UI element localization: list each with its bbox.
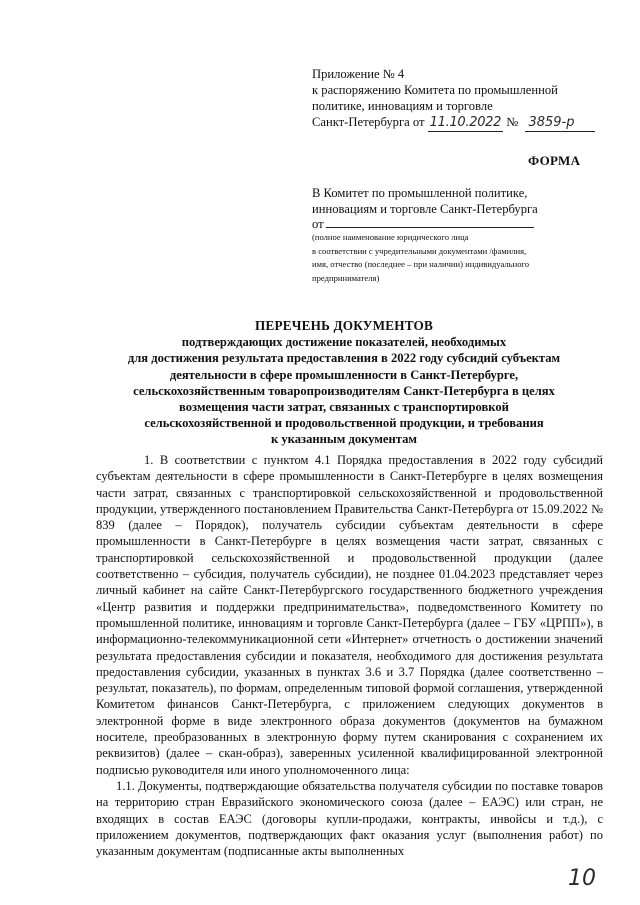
title-line-4: сельскохозяйственным товаропроизводителям Санкт-Петербурга в целях: [133, 383, 555, 398]
appendix-city-prefix: Санкт-Петербурга от: [312, 115, 425, 129]
from-blank-line: [326, 217, 534, 228]
footnote-line-2: в соответствии с учредительными документами /фамилия,: [312, 245, 527, 256]
handwritten-page-number: 10: [568, 866, 596, 891]
title-line-3: деятельности в сфере промышленности в Санкт-Петербурге,: [169, 367, 519, 382]
handwritten-date: 11.10.2022: [429, 115, 502, 130]
appendix-line-4: [312, 114, 595, 132]
document-title: [80, 318, 608, 448]
addressee-line-2: инновациям и торговле Санкт-Петербурга: [312, 201, 538, 216]
addressee-line-1: В Комитет по промышленной политике,: [312, 186, 528, 200]
from-label: от: [312, 217, 324, 231]
number-label: №: [506, 115, 519, 129]
addressee-block: [312, 186, 538, 233]
handwritten-number: 3859-р: [525, 115, 595, 132]
title-line-6: сельскохозяйственной и продовольственной продукции, и требования: [144, 416, 544, 431]
paragraph-1: 1. В соответствии с пунктом 4.1 Порядка предоставления в 2022 году субсидий субъектам деятельности в сфере промышленности в Санкт-Петербурге в целях возмещения части затрат, связанных с транспортировкой сельскохозяйственной и продовольственной продукции, утвержденного постановлением Правительства Санкт-Петербурга от 15.09.2022 № 839 (далее – Порядок), получатель субсидии субъектам деятельности в сфере промышленности в Санкт-Петербурге в целях возмещения части затрат, связанных с транспортировкой сельскохозяйственной и продовольственной продукции (далее соответственно – субсидия, получатель субсидии), не позднее 01.04.2023 представляет через личный кабинет на сайте Санкт-Петербургского государственного бюджетного учреждения «Центр развития и поддержки предпринимательства», подведомственного Комитету по промышленной политике, инновациям и торговле Санкт-Петербурга (далее – ГБУ «ЦРПП»), в информационно-телекоммуникационной сети «Интернет» отчетность о достижении значений результата предоставления субсидии и показателя, необходимого для достижения результата предоставления субсидии, указанных в пунктах 3.6 и 3.7 Порядка (далее соответственно – результат, показатель), по формам, определенным типовой формой соглашения, утвержденной Комитетом финансов Санкт-Петербурга, с приложением следующих документов в электронной форме в виде электронного образа документов (документов на бумажном носителе, преобразованных в электронную форму путем сканирования с сохранением их реквизитов) (далее – скан-образ), заверенных усиленной квалифицированной электронной подписью руководителя или иного уполномоченного лица:: [96, 453, 603, 777]
paragraph-1-1: 1.1. Документы, подтверждающие обязательства получателя субсидии по поставке товаров на территорию стран Евразийского экономического союза (далее – ЕАЭС) или стран, не входящих в состав ЕАЭС (договоры купли-продажи, контракты, инвойсы и т.д.), с приложением документов, подтверждающих факт оказания услуг (выполнения работ) по указанным документам (подписанные акты выполненных: [96, 778, 603, 859]
document-body: [96, 452, 603, 859]
title-line-7: к указанным документам: [270, 432, 417, 447]
appendix-header: [312, 66, 595, 132]
title-line-5: возмещения части затрат, связанных с транспортировкой: [179, 400, 509, 415]
form-label: ФОРМА: [528, 153, 581, 168]
footnote-line-3: имя, отчество (последнее – при наличии) индивидуального: [312, 259, 530, 270]
title-line-1: подтверждающих достижение показателей, необходимых: [181, 335, 507, 350]
title-main: ПЕРЕЧЕНЬ ДОКУМЕНТОВ: [255, 318, 433, 333]
footnote-line-1: (полное наименование юридического лица: [312, 232, 469, 242]
appendix-line-2: к распоряжению Комитета по промышленной: [312, 83, 558, 97]
footnote-line-4: предпринимателя): [312, 272, 380, 283]
title-line-2: для достижения результата предоставления в 2022 году субсидий субъектам: [127, 351, 561, 366]
appendix-line-1: Приложение № 4: [312, 67, 405, 81]
applicant-footnote: [312, 231, 602, 285]
appendix-line-3: политике, инновациям и торговле: [312, 99, 493, 113]
